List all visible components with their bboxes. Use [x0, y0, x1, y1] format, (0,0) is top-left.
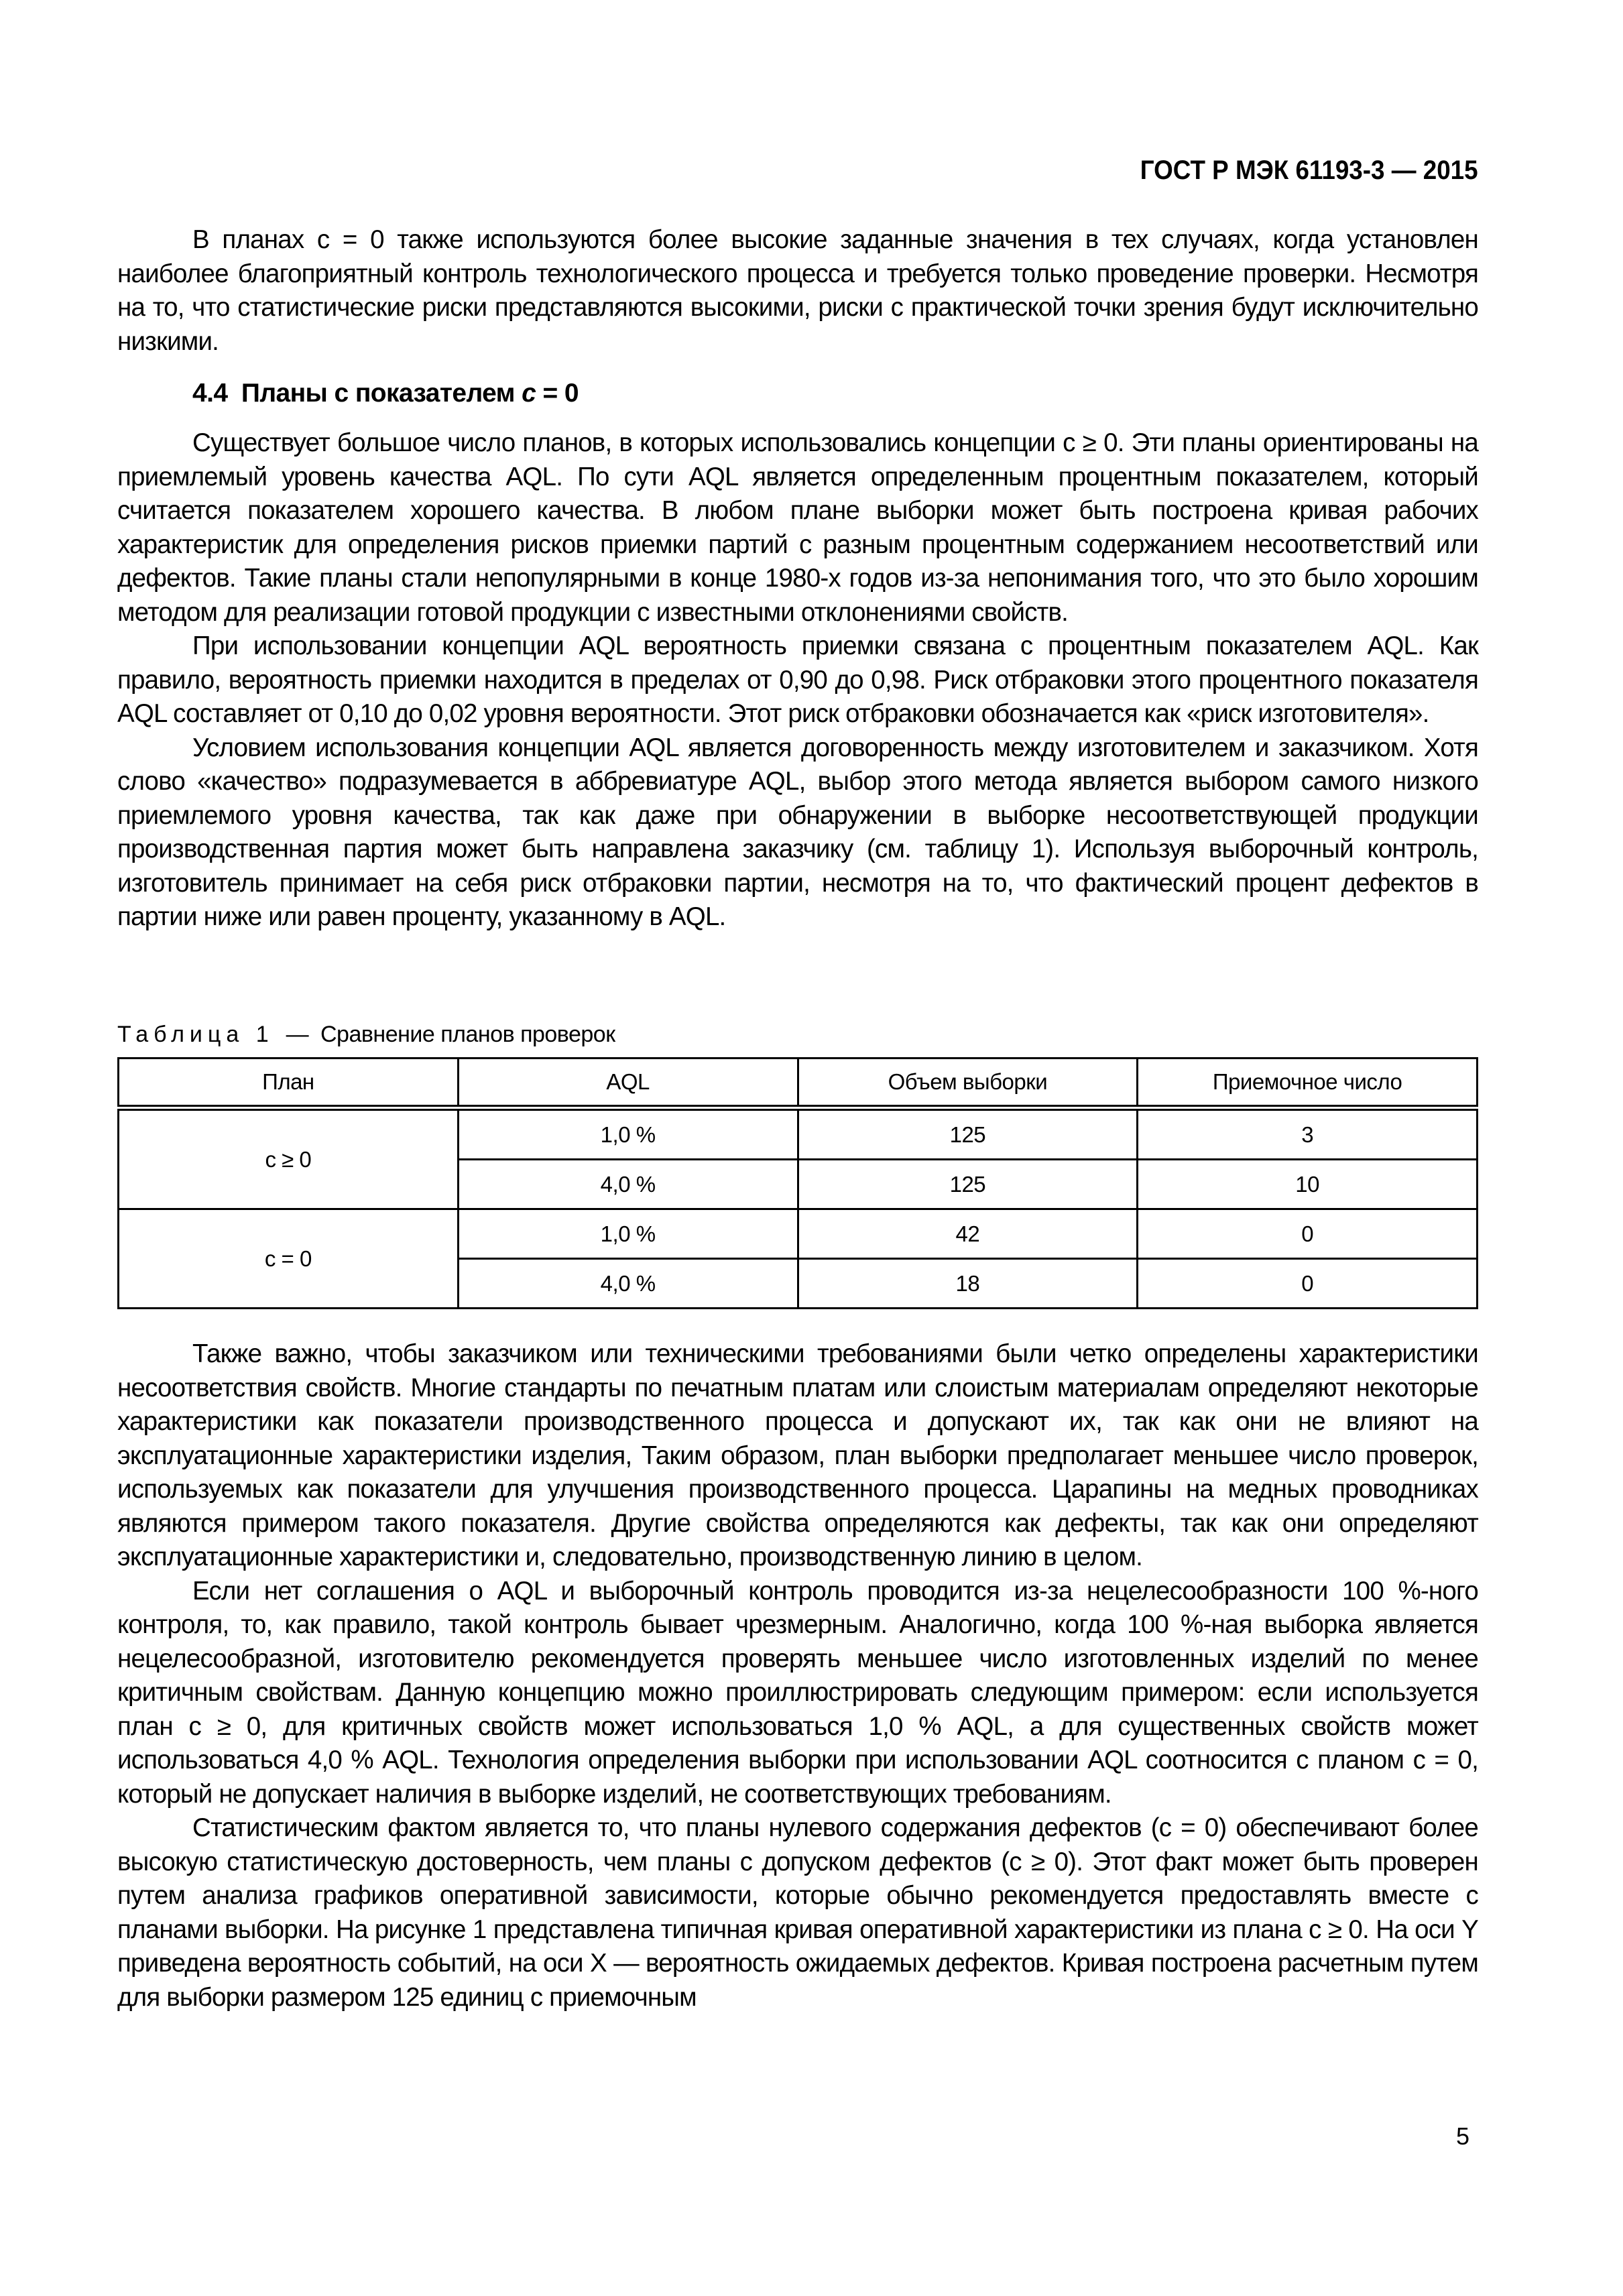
section-body [117, 426, 1478, 934]
plans-comparison-table [117, 1057, 1478, 1309]
plan-cell: c = 0 [119, 1209, 459, 1309]
column-header-aql: AQL [458, 1059, 798, 1108]
page-number: 5 [1456, 2122, 1470, 2150]
section-title-variable: c [522, 379, 536, 408]
table-caption-label: Таблица 1 [117, 1022, 274, 1047]
section-paragraph-3: Условием использования концепции AQL является договоренность между изготовителем и заказчиком. Хотя слово «качество» подразумевается в аббревиатуре AQL, выбор этого метода является выбором самого низкого приемлемого уровня качества, так как даже при обнаружении в выборке несоответствующей продукции производственная партия может быть направлена заказчику (см. таблицу 1). Используя выборочный контроль, изготовитель принимает на себя риск отбраковки партии, несмотря на то, что фактический процент дефектов в партии ниже или равен проценту, указанному в AQL. [117, 733, 1478, 931]
acceptance-number-cell: 0 [1138, 1259, 1478, 1309]
aql-cell: 1,0 % [458, 1108, 798, 1160]
body-paragraph-1: Также важно, чтобы заказчиком или техническими требованиями были четко определены характеристики несоответствия свойств. Многие стандарты по печатным платам или слоистым материалам определяют некоторые характеристики как показатели производственного процесса и допускают их, так как они не влияют на эксплуатационные характеристики изделия, Таким образом, план выборки предполагает меньшее число проверок, используемых как показатели для улучшения производственного процесса. Царапины на медных проводниках являются примером такого показателя. Другие свойства определяются как дефекты, так как они определяют эксплуатационные характеристики и, следовательно, производственную линию в целом. [117, 1339, 1478, 1571]
sample-size-cell: 18 [798, 1259, 1138, 1309]
aql-cell: 1,0 % [458, 1209, 798, 1259]
section-heading [192, 379, 579, 408]
section-title-prefix: Планы с показателем [241, 379, 522, 408]
section-paragraph-2: При использовании концепции AQL вероятность приемки связана с процентным показателем AQL. Как правило, вероятность приемки находится в пределах от 0,90 до 0,98. Риск отбраковки этого процентного показателя AQL составляет от 0,10 до 0,02 уровня вероятности. Этот риск отбраковки обозначается как «риск изготовителя». [117, 631, 1478, 728]
section-title-suffix: = 0 [536, 379, 579, 408]
column-header-plan: План [119, 1059, 459, 1108]
column-header-acceptance-number: Приемочное число [1138, 1059, 1478, 1108]
acceptance-number-cell: 0 [1138, 1209, 1478, 1259]
acceptance-number-cell: 3 [1138, 1108, 1478, 1160]
table-header-row [119, 1059, 1478, 1108]
table-row [119, 1108, 1478, 1160]
sample-size-cell: 42 [798, 1209, 1138, 1259]
body-paragraph-2: Если нет соглашения о AQL и выборочный контроль проводится из-за нецелесообразности 100 %-ного контроля, то, как правило, такой контроль бывает чрезмерным. Аналогично, когда 100 %-ная выборка является нецелесообразной, изготовителю рекомендуется проверять меньшее число изготовленных изделий по менее критичным свойствам. Данную концепцию можно проиллюстрировать следующим примером: если используется план c ≥ 0, для критичных свойств может использоваться 1,0 % AQL, а для существенных свойств может использоваться 4,0 % AQL. Технология определения выборки при использовании AQL соотносится с планом c = 0, который не допускает наличия в выборке изделий, не соответствующих требованиям. [117, 1576, 1478, 1809]
plan-cell: c ≥ 0 [119, 1108, 459, 1209]
aql-cell: 4,0 % [458, 1160, 798, 1209]
table-row [119, 1209, 1478, 1259]
post-table-body [117, 1337, 1478, 2014]
body-paragraph-3: Статистическим фактом является то, что планы нулевого содержания дефектов (c = 0) обеспечивают более высокую статистическую достоверность, чем планы с допуском дефектов (c ≥ 0). Этот факт может быть проверен путем анализа графиков оперативной зависимости, которые обычно рекомендуется предоставлять вместе с планами выборки. На рисунке 1 представлена типичная кривая оперативной характеристики из плана c ≥ 0. На оси Y приведена вероятность событий, на оси X — вероятность ожидаемых дефектов. Кривая построена расчетным путем для выборки размером 125 единиц с приемочным [117, 1813, 1478, 2012]
section-number: 4.4 [192, 379, 228, 408]
table-caption [117, 1022, 615, 1048]
aql-cell: 4,0 % [458, 1259, 798, 1309]
intro-text-block [117, 223, 1478, 359]
table-caption-dash: — [286, 1022, 309, 1047]
sample-size-cell: 125 [798, 1108, 1138, 1160]
sample-size-cell: 125 [798, 1160, 1138, 1209]
column-header-sample-size: Объем выборки [798, 1059, 1138, 1108]
section-paragraph-1: Существует большое число планов, в которых использовались концепции c ≥ 0. Эти планы ориентированы на приемлемый уровень качества AQL. По сути AQL является определенным процентным показателем, который считается показателем хорошего качества. В любом плане выборки может быть построена кривая рабочих характеристик для определения рисков приемки партий с разным процентным содержанием несоответствий или дефектов. Такие планы стали непопулярными в конце 1980-х годов из-за непонимания того, что это было хорошим методом для реализации готовой продукции с известными отклонениями свойств. [117, 428, 1478, 627]
table-caption-title: Сравнение планов проверок [320, 1022, 615, 1047]
intro-paragraph: В планах c = 0 также используются более высокие заданные значения в тех случаях, когда установлен наиболее благоприятный контроль технологического процесса и требуется только проведение проверки. Несмотря на то, что статистические риски представляются высокими, риски с практической точки зрения будут исключительно низкими. [117, 225, 1478, 356]
document-code-header: ГОСТ Р МЭК 61193-3 — 2015 [1140, 156, 1478, 185]
acceptance-number-cell: 10 [1138, 1160, 1478, 1209]
